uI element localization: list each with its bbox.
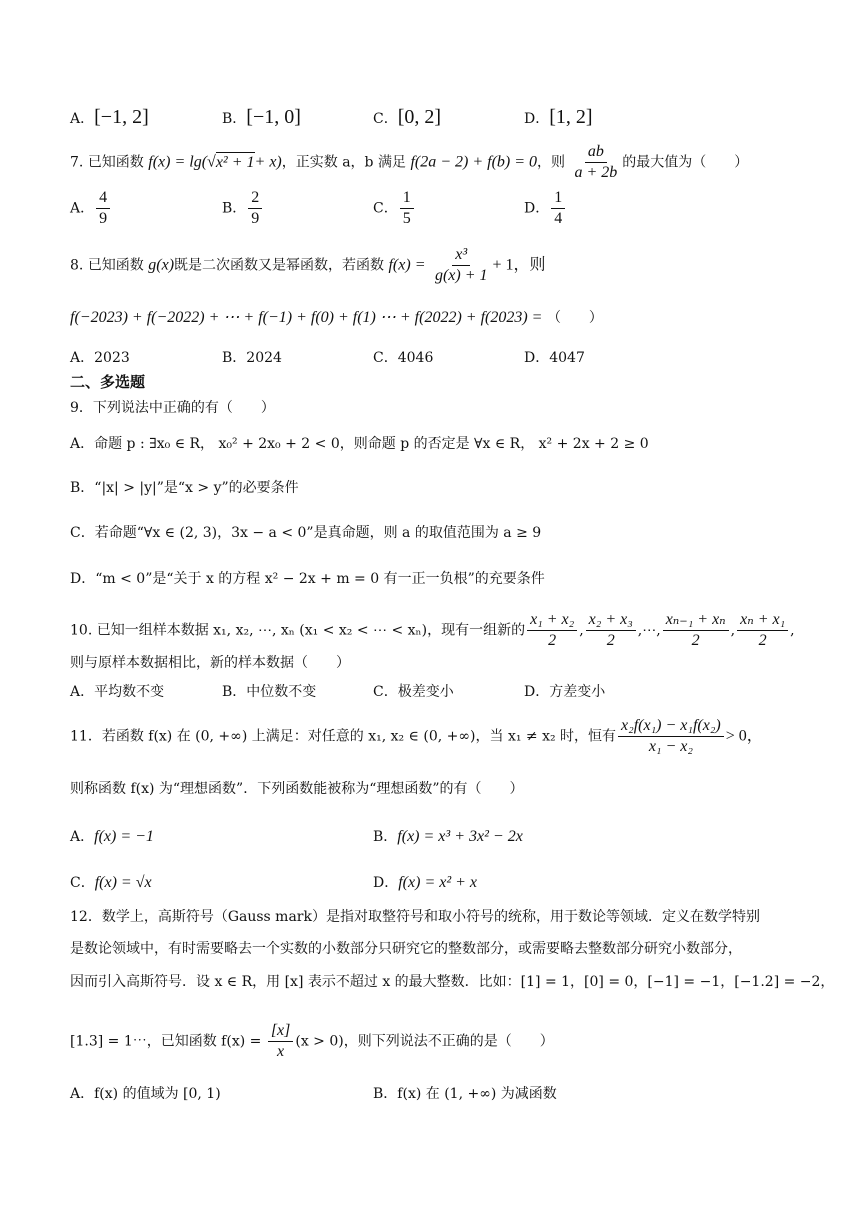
- q7-option-b: B． $\frac{2}{9}$: [222, 188, 264, 229]
- q8-fraction: $\frac{\text{x³}}{g(x) + 1}$: [434, 246, 488, 284]
- q10-option-a: A．平均数不变: [70, 684, 165, 700]
- q12-line1: 12．数学上，高斯符号（Gauss mark）是指对取整符号和取小符号的统称，用于数论等领域．定义在数学特别: [70, 909, 760, 925]
- q11-stem: 11．若函数 f(x) 在 (0, +∞) 上满足：对任意的 x₁, x₂ ∈ (0, +∞)，当 x₁ ≠ x₂ 时，恒有 $\frac{\text{x₂f(x₁) − x₁f(x₂)}}{\text{x₁ − x₂}}$ > 0，: [70, 717, 763, 755]
- q12-line3: 因而引入高斯符号．设 x ∈ R，用 [x] 表示不超过 x 的最大整数．比如：[1] = 1，[0] = 0，[−1] = −1，[−1.2] = −2，: [70, 974, 835, 990]
- q12-option-a: A．f(x) 的值域为 [0, 1): [70, 1086, 221, 1102]
- q10-line2: 则与原样本数据相比，新的样本数据（ ）: [70, 655, 350, 671]
- q7-option-c: C． $\frac{1}{5}$: [373, 188, 416, 229]
- q10-option-b: B．中位数不变: [222, 684, 317, 700]
- q6-option-b: B．[−1, 0]: [222, 106, 301, 128]
- q8-option-d: D．4047: [524, 350, 585, 366]
- q6-option-c: C．[0, 2]: [373, 106, 442, 128]
- q9-option-b: B．“|x| > |y|”是“x > y”的必要条件: [70, 480, 299, 496]
- q10-stem: 10. 已知一组样本数据 x₁, x₂, ⋯, xₙ (x₁ < x₂ < ⋯ < xₙ)，现有一组新的 $\frac{\text{x₁ + x₂}}{2}$ , $\frac{\text{x₂ + x₃}}{2}$ ,⋯, $\frac{\text{xₙ₋₁ + xₙ}}{2}$ , $\frac{\text{xₙ + x₁}}{2}$ ,: [70, 611, 795, 649]
- q7-fraction: $\frac{ab}{a + 2b}$: [574, 143, 618, 181]
- q10-option-c: C．极差变小: [373, 684, 454, 700]
- q11-option-c: C．f(x) = √x: [70, 874, 152, 891]
- q10-option-d: D．方差变小: [524, 684, 606, 700]
- q9-stem: 9．下列说法中正确的有（ ）: [70, 400, 275, 416]
- q8-option-a: A．2023: [70, 350, 130, 366]
- q8-option-b: B．2024: [222, 350, 282, 366]
- q7-option-a: A． $\frac{4}{9}$: [70, 188, 112, 229]
- q9-option-a: A．命题 p : ∃x₀ ∈ R， x₀² + 2x₀ + 2 < 0，则命题 p 的否定是 ∀x ∈ R， x² + 2x + 2 ≥ 0: [70, 436, 649, 452]
- q12-line4: [1.3] = 1⋯，已知函数 f(x) = $\frac{[x]}{x}$ (x > 0)，则下列说法不正确的是（ ）: [70, 1022, 554, 1060]
- q12-option-b: B．f(x) 在 (1, +∞) 为减函数: [373, 1086, 557, 1102]
- q9-option-c: C．若命题“∀x ∈ (2, 3)，3x − a < 0”是真命题，则 a 的取值范围为 a ≥ 9: [70, 525, 542, 541]
- q6-option-d: D．[1, 2]: [524, 106, 593, 128]
- section-title: 二、多选题: [70, 373, 146, 391]
- q8-sum: f(−2023) + f(−2022) + ⋯ + f(−1) + f(0) + f(1) ⋯ + f(2022) + f(2023) = （ ）: [70, 309, 603, 326]
- q12-line2: 是数论领域中，有时需要略去一个实数的小数部分只研究它的整数部分，或需要略去整数部分研究小数部分，: [70, 941, 742, 957]
- q11-option-d: D．f(x) = x² + x: [373, 874, 478, 891]
- q7-stem: 7. 已知函数 f(x) = lg(√x² + 1+ x)，正实数 a，b 满足 f(2a − 2) + f(b) = 0，则 $\frac{ab}{a + 2b}$ 的最大值为（ ）: [70, 143, 749, 181]
- q6-option-a: A．[−1, 2]: [70, 106, 149, 128]
- q8-option-c: C．4046: [373, 350, 434, 366]
- q9-option-d: D．“m < 0”是“关于 x 的方程 x² − 2x + m = 0 有一正一负根”的充要条件: [70, 571, 545, 587]
- q11-line2: 则称函数 f(x) 为“理想函数”．下列函数能被称为“理想函数”的有（ ）: [70, 781, 524, 797]
- q11-option-b: B．f(x) = x³ + 3x² − 2x: [373, 828, 523, 845]
- q8-stem: 8. 已知函数 g(x)既是二次函数又是幂函数，若函数 f(x) = $\frac{\text{x³}}{g(x) + 1}$ + 1，则: [70, 246, 546, 284]
- q7-option-d: D． $\frac{1}{4}$: [524, 188, 567, 229]
- q11-option-a: A．f(x) = −1: [70, 828, 154, 845]
